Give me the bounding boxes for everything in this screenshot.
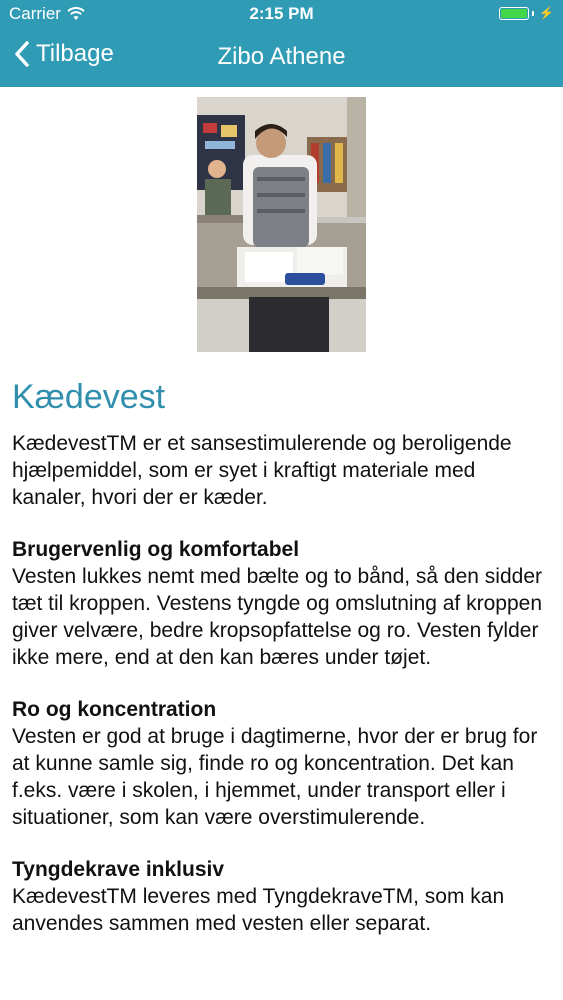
section-text: Vesten er god at bruge i dagtimerne, hvor der er brug for at kunne samle sig, finde ro og koncentration. Det kan f.eks. være i skolen, i hjemmet, under transport eller i situationer, som kan være overstimulerende.	[12, 725, 538, 829]
status-bar	[0, 0, 563, 28]
product-image	[197, 97, 366, 352]
section-title: Brugervenlig og komfortabel	[12, 538, 300, 561]
section-brugervenlig	[12, 536, 552, 671]
section-text: Vesten lukkes nemt med bælte og to bånd, så den sidder tæt til kroppen. Vestens tyngde og omslutning af kroppen giver velvære, bedre kropsopfattelse og ro. Vesten fylder ikke mere, end at den kan bæres under tøjet.	[12, 565, 542, 669]
article-intro: KædevestTM er et sansestimulerende og beroligende hjælpemiddel, som er syet i kraftigt materiale med kanaler, hvori der er kæder.	[12, 432, 512, 509]
battery-icon	[499, 7, 529, 20]
page-title: Zibo Athene	[217, 43, 346, 70]
back-label: Tilbage	[36, 40, 114, 67]
section-tyngdekrave	[12, 856, 552, 937]
article-heading: Kædevest	[12, 378, 166, 416]
carrier-label: Carrier	[9, 4, 61, 23]
section-title: Ro og koncentration	[12, 698, 217, 721]
section-ro-og-koncentration	[12, 696, 552, 831]
section-title: Tyngdekrave inklusiv	[12, 858, 225, 881]
app-header	[0, 0, 563, 87]
battery-indicator	[499, 6, 554, 20]
article-content	[12, 372, 552, 937]
section-text: KædevestTM leveres med TyngdekraveTM, som kan anvendes sammen med vesten eller separat.	[12, 885, 505, 935]
charging-icon: ⚡	[539, 6, 554, 20]
navigation-bar	[0, 28, 563, 87]
status-time: 2:15 PM	[249, 4, 314, 23]
